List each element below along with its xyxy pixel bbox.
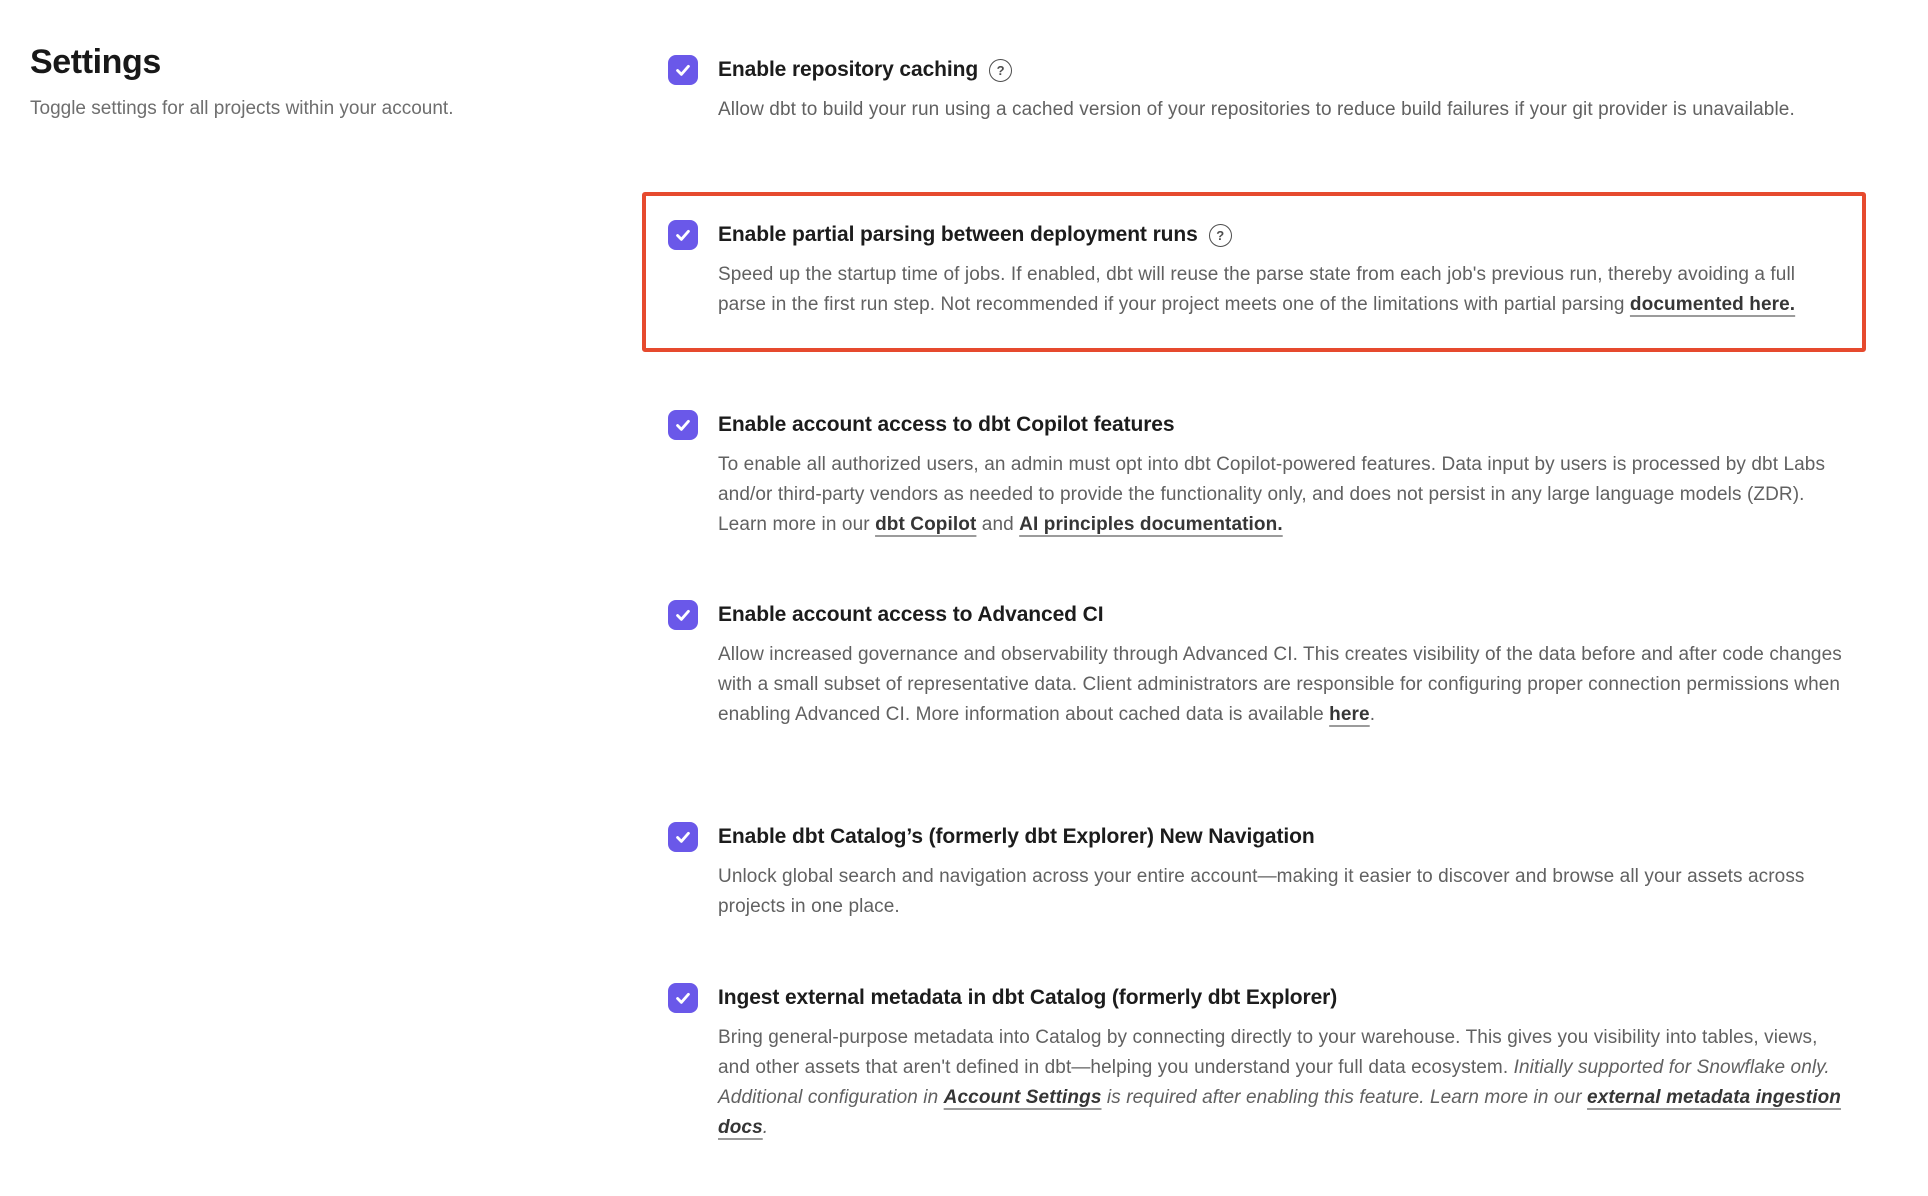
cached-data-here-link[interactable]: here	[1329, 704, 1370, 725]
setting-item-repository-caching	[668, 55, 1848, 125]
account-settings-link[interactable]: Account Settings	[943, 1087, 1102, 1108]
setting-description: Unlock global search and navigation across your entire account—making it easier to discover and browse all your assets across projects in one place.	[718, 866, 1805, 917]
external-metadata-checkbox[interactable]	[668, 983, 698, 1013]
setting-title: Enable repository caching	[718, 58, 979, 81]
help-icon[interactable]: ?	[1209, 224, 1232, 247]
setting-title: Enable account access to dbt Copilot features	[718, 413, 1175, 436]
page-subtitle: Toggle settings for all projects within your account.	[30, 98, 454, 119]
setting-item-advanced-ci	[668, 600, 1848, 730]
checkmark-icon	[673, 988, 693, 1008]
setting-title: Enable dbt Catalog’s (formerly dbt Explorer) New Navigation	[718, 825, 1315, 848]
documented-here-link[interactable]: documented here.	[1629, 294, 1796, 315]
setting-description: Allow dbt to build your run using a cached version of your repositories to reduce build failures if your git provider is unavailable.	[718, 99, 1795, 120]
setting-item-dbt-copilot	[668, 410, 1848, 540]
setting-item-partial-parsing	[668, 220, 1848, 320]
setting-title: Ingest external metadata in dbt Catalog (formerly dbt Explorer)	[718, 986, 1338, 1009]
checkmark-icon	[673, 605, 693, 625]
setting-title: Enable account access to Advanced CI	[718, 603, 1104, 626]
ai-principles-link[interactable]: AI principles documentation.	[1019, 514, 1283, 535]
catalog-new-navigation-checkbox[interactable]	[668, 822, 698, 852]
setting-description: Allow increased governance and observability through Advanced CI. This creates visibility of the data before and after code changes with a small subset of representative data. Client administrators are responsible for configuring proper connection permissions when enabling Advanced CI. More information about cached data is available here.	[718, 644, 1842, 725]
checkmark-icon	[673, 415, 693, 435]
dbt-copilot-link[interactable]: dbt Copilot	[875, 514, 977, 535]
page-title: Settings	[30, 43, 161, 81]
setting-description: Speed up the startup time of jobs. If enabled, dbt will reuse the parse state from each job's previous run, thereby avoiding a full parse in the first run step. Not recommended if your project meets one of the limitations with partial parsing documented here.	[718, 264, 1796, 315]
setting-item-external-metadata	[668, 983, 1848, 1143]
dbt-copilot-checkbox[interactable]	[668, 410, 698, 440]
advanced-ci-checkbox[interactable]	[668, 600, 698, 630]
checkmark-icon	[673, 60, 693, 80]
checkmark-icon	[673, 827, 693, 847]
checkmark-icon	[673, 225, 693, 245]
repository-caching-checkbox[interactable]	[668, 55, 698, 85]
setting-title: Enable partial parsing between deployment runs	[718, 223, 1198, 246]
setting-description: To enable all authorized users, an admin must opt into dbt Copilot-powered features. Data input by users is processed by dbt Labs and/or third-party vendors as needed to provide the functionality only, and does not persist in any large language models (ZDR). Learn more in our dbt Copilot and AI principles documentation.	[718, 454, 1826, 535]
help-icon[interactable]: ?	[989, 59, 1012, 82]
setting-description: Bring general-purpose metadata into Catalog by connecting directly to your warehouse. This gives you visibility into tables, views, and other assets that aren't defined in dbt—helping you understand your full data ecosystem. Initially supported for Snowflake only. Additional configuration in Account Settings is required after enabling this feature. Learn more in our external metadata ingestion docs.	[718, 1027, 1842, 1138]
setting-item-catalog-new-navigation	[668, 822, 1848, 922]
page-header	[30, 40, 610, 122]
external-metadata-docs-link[interactable]: external metadata ingestion docs	[718, 1087, 1842, 1138]
partial-parsing-checkbox[interactable]	[668, 220, 698, 250]
